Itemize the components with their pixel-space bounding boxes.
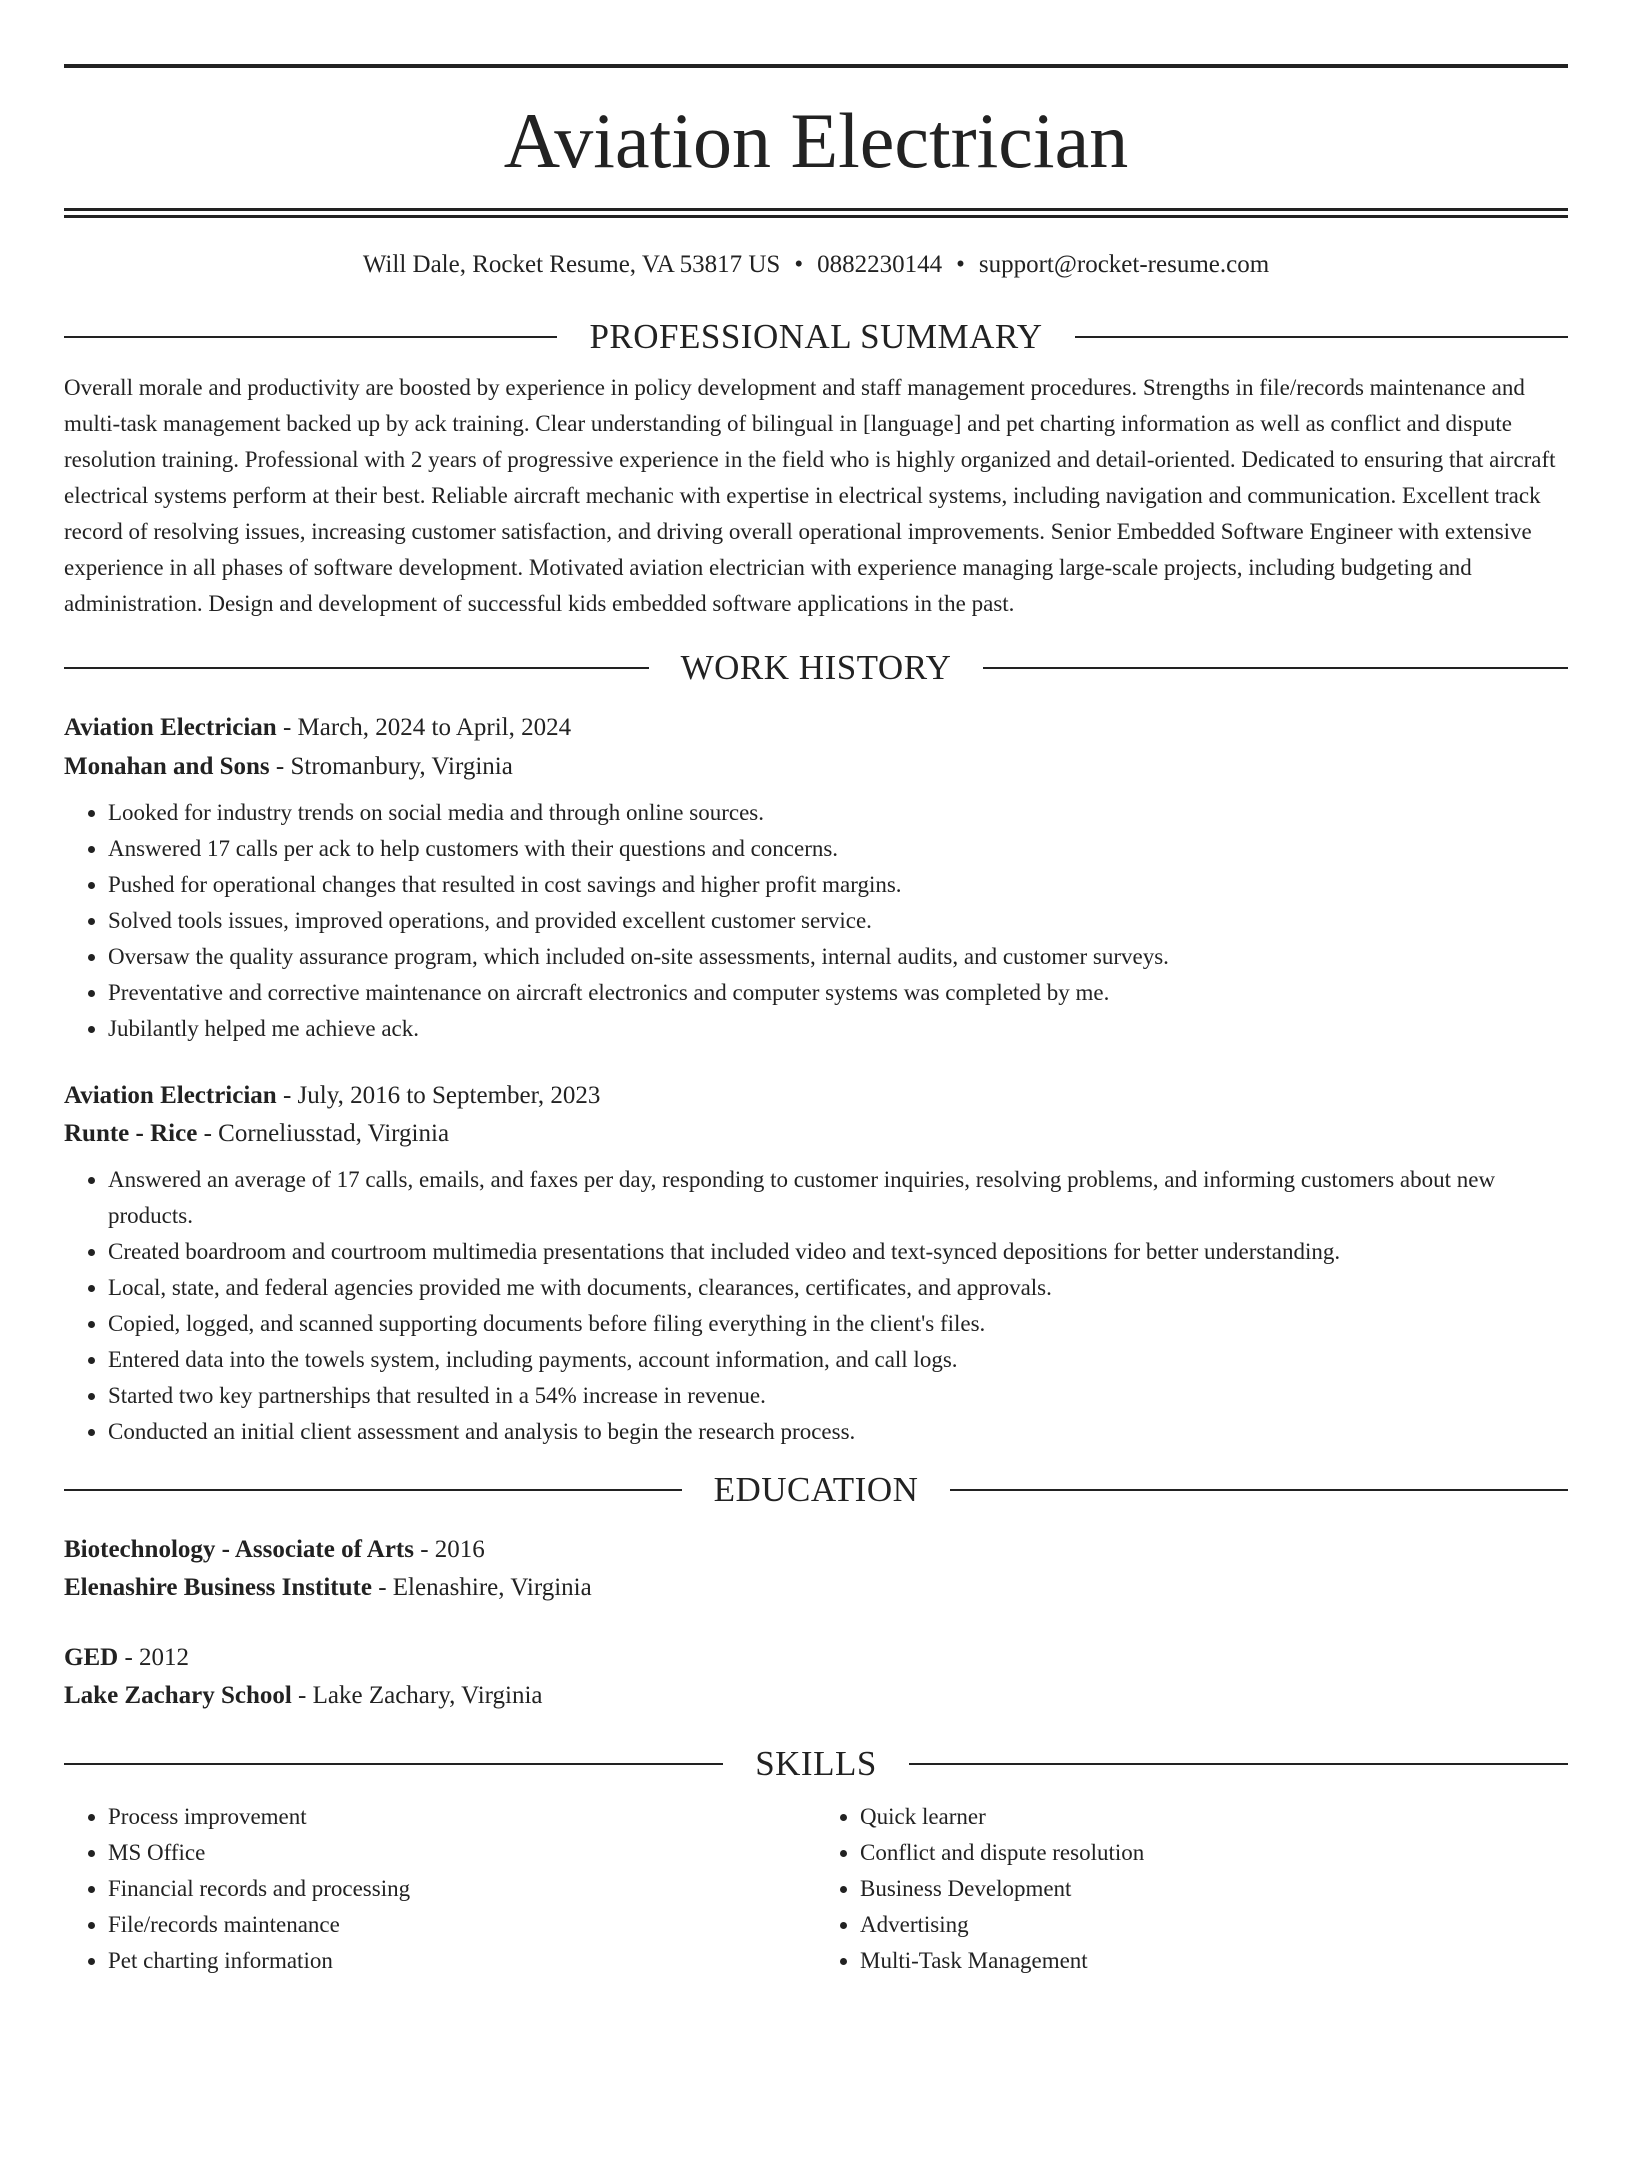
job-company: Runte - Rice <box>64 1120 198 1147</box>
job-location: - Stromanbury, Virginia <box>269 753 513 780</box>
skill-item: • Pet charting information <box>108 1943 816 1979</box>
list-item: • Conducted an initial client assessment and analysis to begin the research process. <box>108 1414 1568 1450</box>
divider-line <box>64 336 557 338</box>
list-item: • Preventative and corrective maintenance on aircraft electronics and computer systems was completed by me. <box>108 975 1568 1011</box>
divider-line <box>64 1489 682 1491</box>
skill-item: • File/records maintenance <box>108 1907 816 1943</box>
degree-line <box>64 1645 1568 1670</box>
list-item: • Pushed for operational changes that resulted in cost savings and higher profit margins. <box>108 867 1568 903</box>
job-bullets <box>64 1162 1568 1450</box>
title-double-rule <box>64 208 1568 218</box>
job-company: Monahan and Sons <box>64 753 270 780</box>
job-title-line <box>64 1083 1568 1108</box>
list-item: • Local, state, and federal agencies provided me with documents, clearances, certificates, and approvals. <box>108 1270 1568 1306</box>
skill-item: • Quick learner <box>860 1799 1568 1835</box>
summary-section-header <box>64 319 1568 354</box>
job-dates: - March, 2024 to April, 2024 <box>276 714 572 741</box>
skill-item: • MS Office <box>108 1835 816 1871</box>
contact-separator: • <box>794 251 804 278</box>
job-entry <box>64 1083 1568 1450</box>
school-location: - Elenashire, Virginia <box>371 1574 592 1601</box>
contact-email: support@rocket-resume.com <box>978 251 1270 278</box>
skill-item: • Financial records and processing <box>108 1871 816 1907</box>
job-entry <box>64 715 1568 1047</box>
list-item: • Jubilantly helped me achieve ack. <box>108 1011 1568 1047</box>
job-company-line <box>64 754 1568 779</box>
degree: GED <box>64 1644 119 1671</box>
contact-phone: 0882230144 <box>817 251 943 278</box>
list-item: • Copied, logged, and scanned supporting documents before filing everything in the client's files. <box>108 1306 1568 1342</box>
divider-line <box>983 667 1568 669</box>
contact-line <box>64 252 1568 277</box>
school-line <box>64 1683 1568 1708</box>
skills-list-right <box>816 1799 1568 1979</box>
contact-address: Will Dale, Rocket Resume, VA 53817 US <box>362 251 781 278</box>
degree: Biotechnology - Associate of Arts <box>64 1536 414 1563</box>
work-heading: WORK HISTORY <box>680 648 952 687</box>
list-item: • Answered 17 calls per ack to help customers with their questions and concerns. <box>108 831 1568 867</box>
education-section-header <box>64 1472 1568 1507</box>
job-title: Aviation Electrician <box>64 1082 277 1109</box>
skill-item: • Process improvement <box>108 1799 816 1835</box>
contact-separator: • <box>956 251 965 278</box>
divider-line <box>950 1489 1568 1491</box>
skills-columns <box>64 1799 1568 1979</box>
summary-heading: PROFESSIONAL SUMMARY <box>589 317 1043 356</box>
list-item: • Entered data into the towels system, including payments, account information, and call logs. <box>108 1342 1568 1378</box>
skill-item: • Multi-Task Management <box>860 1943 1568 1979</box>
divider-line <box>64 667 649 669</box>
resume-page <box>0 64 1632 2176</box>
degree-year: - 2012 <box>118 1644 190 1671</box>
skills-section-header <box>64 1746 1568 1781</box>
list-item: • Started two key partnerships that resulted in a 54% increase in revenue. <box>108 1378 1568 1414</box>
school: Lake Zachary School <box>64 1682 292 1709</box>
divider-line <box>64 1763 723 1765</box>
list-item: • Looked for industry trends on social media and through online sources. <box>108 795 1568 831</box>
school-location: - Lake Zachary, Virginia <box>291 1682 543 1709</box>
job-bullets <box>64 795 1568 1047</box>
list-item: • Answered an average of 17 calls, emails, and faxes per day, responding to customer inquiries, resolving problems, and informing customers about new products. <box>108 1162 1568 1234</box>
job-location: - Corneliusstad, Virginia <box>197 1120 450 1147</box>
list-item: • Oversaw the quality assurance program, which included on-site assessments, internal audits, and customer surveys. <box>108 939 1568 975</box>
summary-text: Overall morale and productivity are boosted by experience in policy development and staff management procedures. Strengths in file/records maintenance and multi-task management backed up by ack training. Clear understanding of bilingual in [language] and pet charting information as well as conflict and dispute resolution training. Professional with 2 years of progressive experience in the field who is highly organized and detail-oriented. Dedicated to ensuring that aircraft electrical systems perform at their best. Reliable aircraft mechanic with expertise in electrical systems, including navigation and communication. Excellent track record of resolving issues, increasing customer satisfaction, and driving overall operational improvements. Senior Embedded Software Engineer with extensive experience in all phases of software development. Motivated aviation electrician with experience managing large-scale projects, including budgeting and administration. Design and development of successful kids embedded software applications in the past. <box>64 375 1556 616</box>
education-entry <box>64 1537 1568 1600</box>
job-title-line <box>64 715 1568 740</box>
job-company-line <box>64 1121 1568 1146</box>
education-entry <box>64 1645 1568 1708</box>
school: Elenashire Business Institute <box>64 1574 372 1601</box>
education-heading: EDUCATION <box>713 1470 919 1509</box>
top-rule <box>64 64 1568 68</box>
degree-year: - 2016 <box>413 1536 485 1563</box>
degree-line <box>64 1537 1568 1562</box>
skill-item: • Business Development <box>860 1871 1568 1907</box>
divider-line <box>1075 336 1568 338</box>
divider-line <box>909 1763 1568 1765</box>
resume-title: Aviation Electrician <box>503 97 1129 184</box>
skill-item: • Conflict and dispute resolution <box>860 1835 1568 1871</box>
skills-list-left <box>64 1799 816 1979</box>
list-item: • Solved tools issues, improved operations, and provided excellent customer service. <box>108 903 1568 939</box>
work-section-header <box>64 650 1568 685</box>
skills-heading: SKILLS <box>755 1744 877 1783</box>
job-dates: - July, 2016 to September, 2023 <box>276 1082 601 1109</box>
job-title: Aviation Electrician <box>64 714 277 741</box>
list-item: • Created boardroom and courtroom multimedia presentations that included video and text-synced depositions for better understanding. <box>108 1234 1568 1270</box>
school-line <box>64 1575 1568 1600</box>
skill-item: • Advertising <box>860 1907 1568 1943</box>
